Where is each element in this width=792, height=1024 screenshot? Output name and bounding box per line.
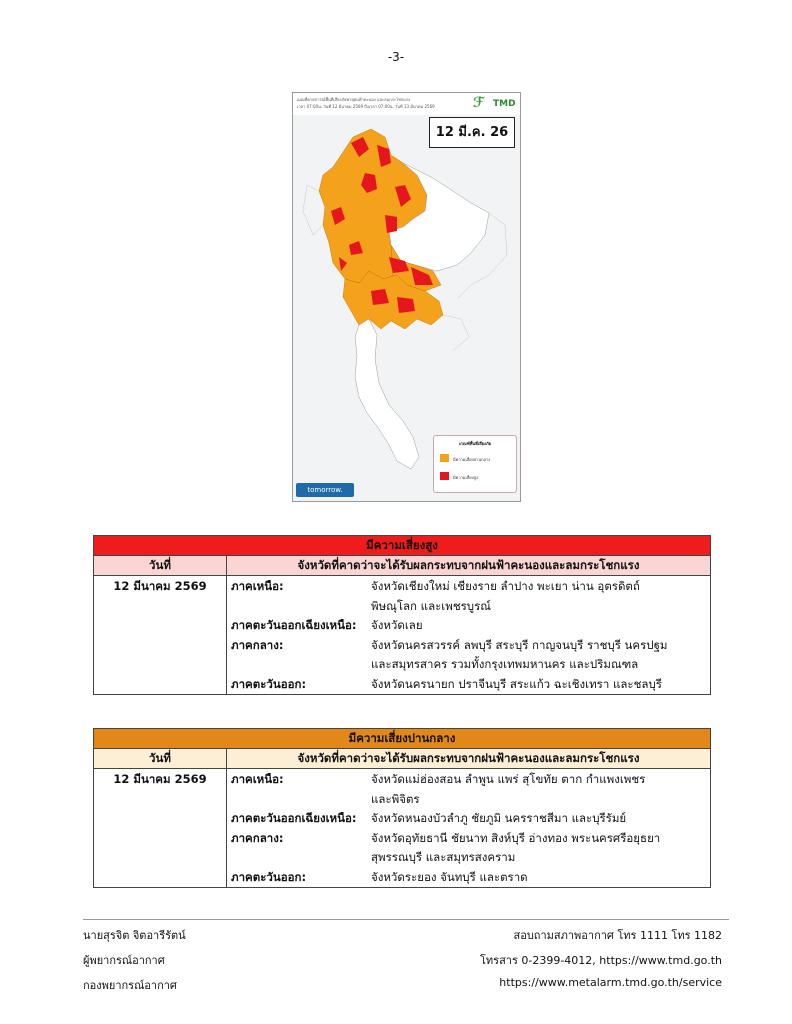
risk-map (292, 92, 521, 502)
high-provinces-east: จังหวัดนครนายก ปราจีนบุรี สระแก้ว ฉะเชิงเทรา และชลบุรี (371, 676, 662, 691)
high-provinces-northeast: จังหวัดเลย (371, 618, 423, 632)
medium-risk-title: มีความเสี่ยงปานกลาง (94, 729, 711, 749)
medium-provinces-east: จังหวัดระยอง จันทบุรี และตราด (371, 869, 528, 884)
legend-swatch-high (440, 472, 449, 480)
legend-label-high: มีความเสี่ยงสูง (453, 475, 478, 480)
legend-title: เกณฑ์พื้นที่เสี่ยงภัย (459, 441, 491, 446)
map-header-title: แผนที่คาดการณ์พื้นที่เสี่ยงภัยพายุฝนฟ้าคะนอง และลมกระโชกแรง (297, 97, 410, 102)
forecaster-name: นายสุรจิต จิตอารีรัตน์ (83, 929, 186, 942)
medium-risk-date: 12 มีนาคม 2569 (94, 769, 227, 888)
medium-region-north: ภาคเหนือ: (231, 772, 284, 786)
medium-region-east: ภาคตะวันออก: (231, 869, 307, 884)
medium-provinces-central-line2: สุพรรณบุรี และสมุทรสงคราม (371, 850, 516, 864)
high-risk-title: มีความเสี่ยงสูง (94, 536, 711, 556)
high-provinces-central (371, 636, 710, 675)
medium-risk-date-header: วันที่ (94, 749, 227, 769)
medium-provinces-central-line1: จังหวัดอุทัยธานี ชัยนาท สิงห์บุรี อ่างทอง พระนครศรีอยุธยา (371, 830, 661, 845)
high-region-north: ภาคเหนือ: (231, 579, 284, 593)
contact-fax-website[interactable]: โทรสาร 0-2399-4012, https://www.tmd.go.th (480, 954, 722, 967)
agency-logo-icon: ℱ (473, 95, 485, 111)
high-risk-body (227, 576, 711, 695)
medium-provinces-central (371, 829, 710, 868)
map-header (293, 93, 520, 115)
forecaster-title: ผู้พยากรณ์อากาศ (83, 954, 165, 967)
page-number: -3- (387, 50, 405, 64)
high-provinces-central-line2: และสมุทรสาคร รวมทั้งกรุงเทพมหานคร และปริมณฑล (371, 657, 639, 671)
high-risk-table (93, 535, 711, 695)
forecaster-division: กองพยากรณ์อากาศ (83, 979, 177, 992)
high-region-central: ภาคกลาง: (231, 637, 284, 652)
medium-provinces-north (371, 770, 710, 809)
tomorrow-brand-logo: tomorrow. (296, 483, 354, 497)
contact-phone: สอบถามสภาพอากาศ โทร 1111 โทร 1182 (513, 929, 722, 942)
high-provinces-central-line1: จังหวัดนครสวรรค์ ลพบุรี สระบุรี กาญจนบุรี ราชบุรี นครปฐม (371, 637, 668, 652)
legend-label-medium: มีความเสี่ยงปานกลาง (453, 457, 491, 462)
medium-risk-body (227, 769, 711, 888)
medium-provinces-northeast: จังหวัดหนองบัวลำภู ชัยภูมิ นครราชสีมา และบุรีรัมย์ (371, 811, 627, 825)
high-provinces-north-line2: พิษณุโลก และเพชรบูรณ์ (371, 598, 491, 613)
high-region-northeast: ภาคตะวันออกเฉียงเหนือ: (231, 618, 357, 632)
high-risk-date: 12 มีนาคม 2569 (94, 576, 227, 695)
medium-provinces-north-line1: จังหวัดแม่ฮ่องสอน ลำพูน แพร่ สุโขทัย ตาก กำแพงเพชร (371, 772, 646, 786)
high-provinces-north (371, 577, 710, 616)
high-provinces-north-line1: จังหวัดเชียงใหม่ เชียงราย ลำปาง พะเยา น่าน อุตรดิตถ์ (371, 579, 640, 593)
contact-service-link[interactable]: https://www.metalarm.tmd.go.th/service (499, 976, 722, 989)
medium-risk-provinces-header: จังหวัดที่คาดว่าจะได้รับผลกระทบจากฝนฟ้าคะนองและลมกระโชกแรง (227, 749, 711, 769)
high-region-east: ภาคตะวันออก: (231, 676, 307, 691)
legend-swatch-medium (440, 454, 449, 462)
map-legend (433, 435, 517, 493)
tmd-logo: TMD (493, 99, 516, 109)
map-header-period: เวลา 07:00น. วันที่ 12 มีนาคม 2569 ถึงเวลา 07:00น. วันที่ 13 มีนาคม 2569 (297, 104, 435, 109)
high-risk-provinces-header: จังหวัดที่คาดว่าจะได้รับผลกระทบจากฝนฟ้าคะนองและลมกระโชกแรง (227, 556, 711, 576)
medium-region-northeast: ภาคตะวันออกเฉียงเหนือ: (231, 811, 357, 825)
map-date-label: 12 มี.ค. 26 (429, 117, 515, 148)
footer-divider (83, 919, 729, 920)
medium-region-central: ภาคกลาง: (231, 830, 284, 845)
medium-provinces-north-line2: และพิจิตร (371, 791, 420, 806)
high-risk-date-header: วันที่ (94, 556, 227, 576)
medium-risk-table (93, 728, 711, 888)
